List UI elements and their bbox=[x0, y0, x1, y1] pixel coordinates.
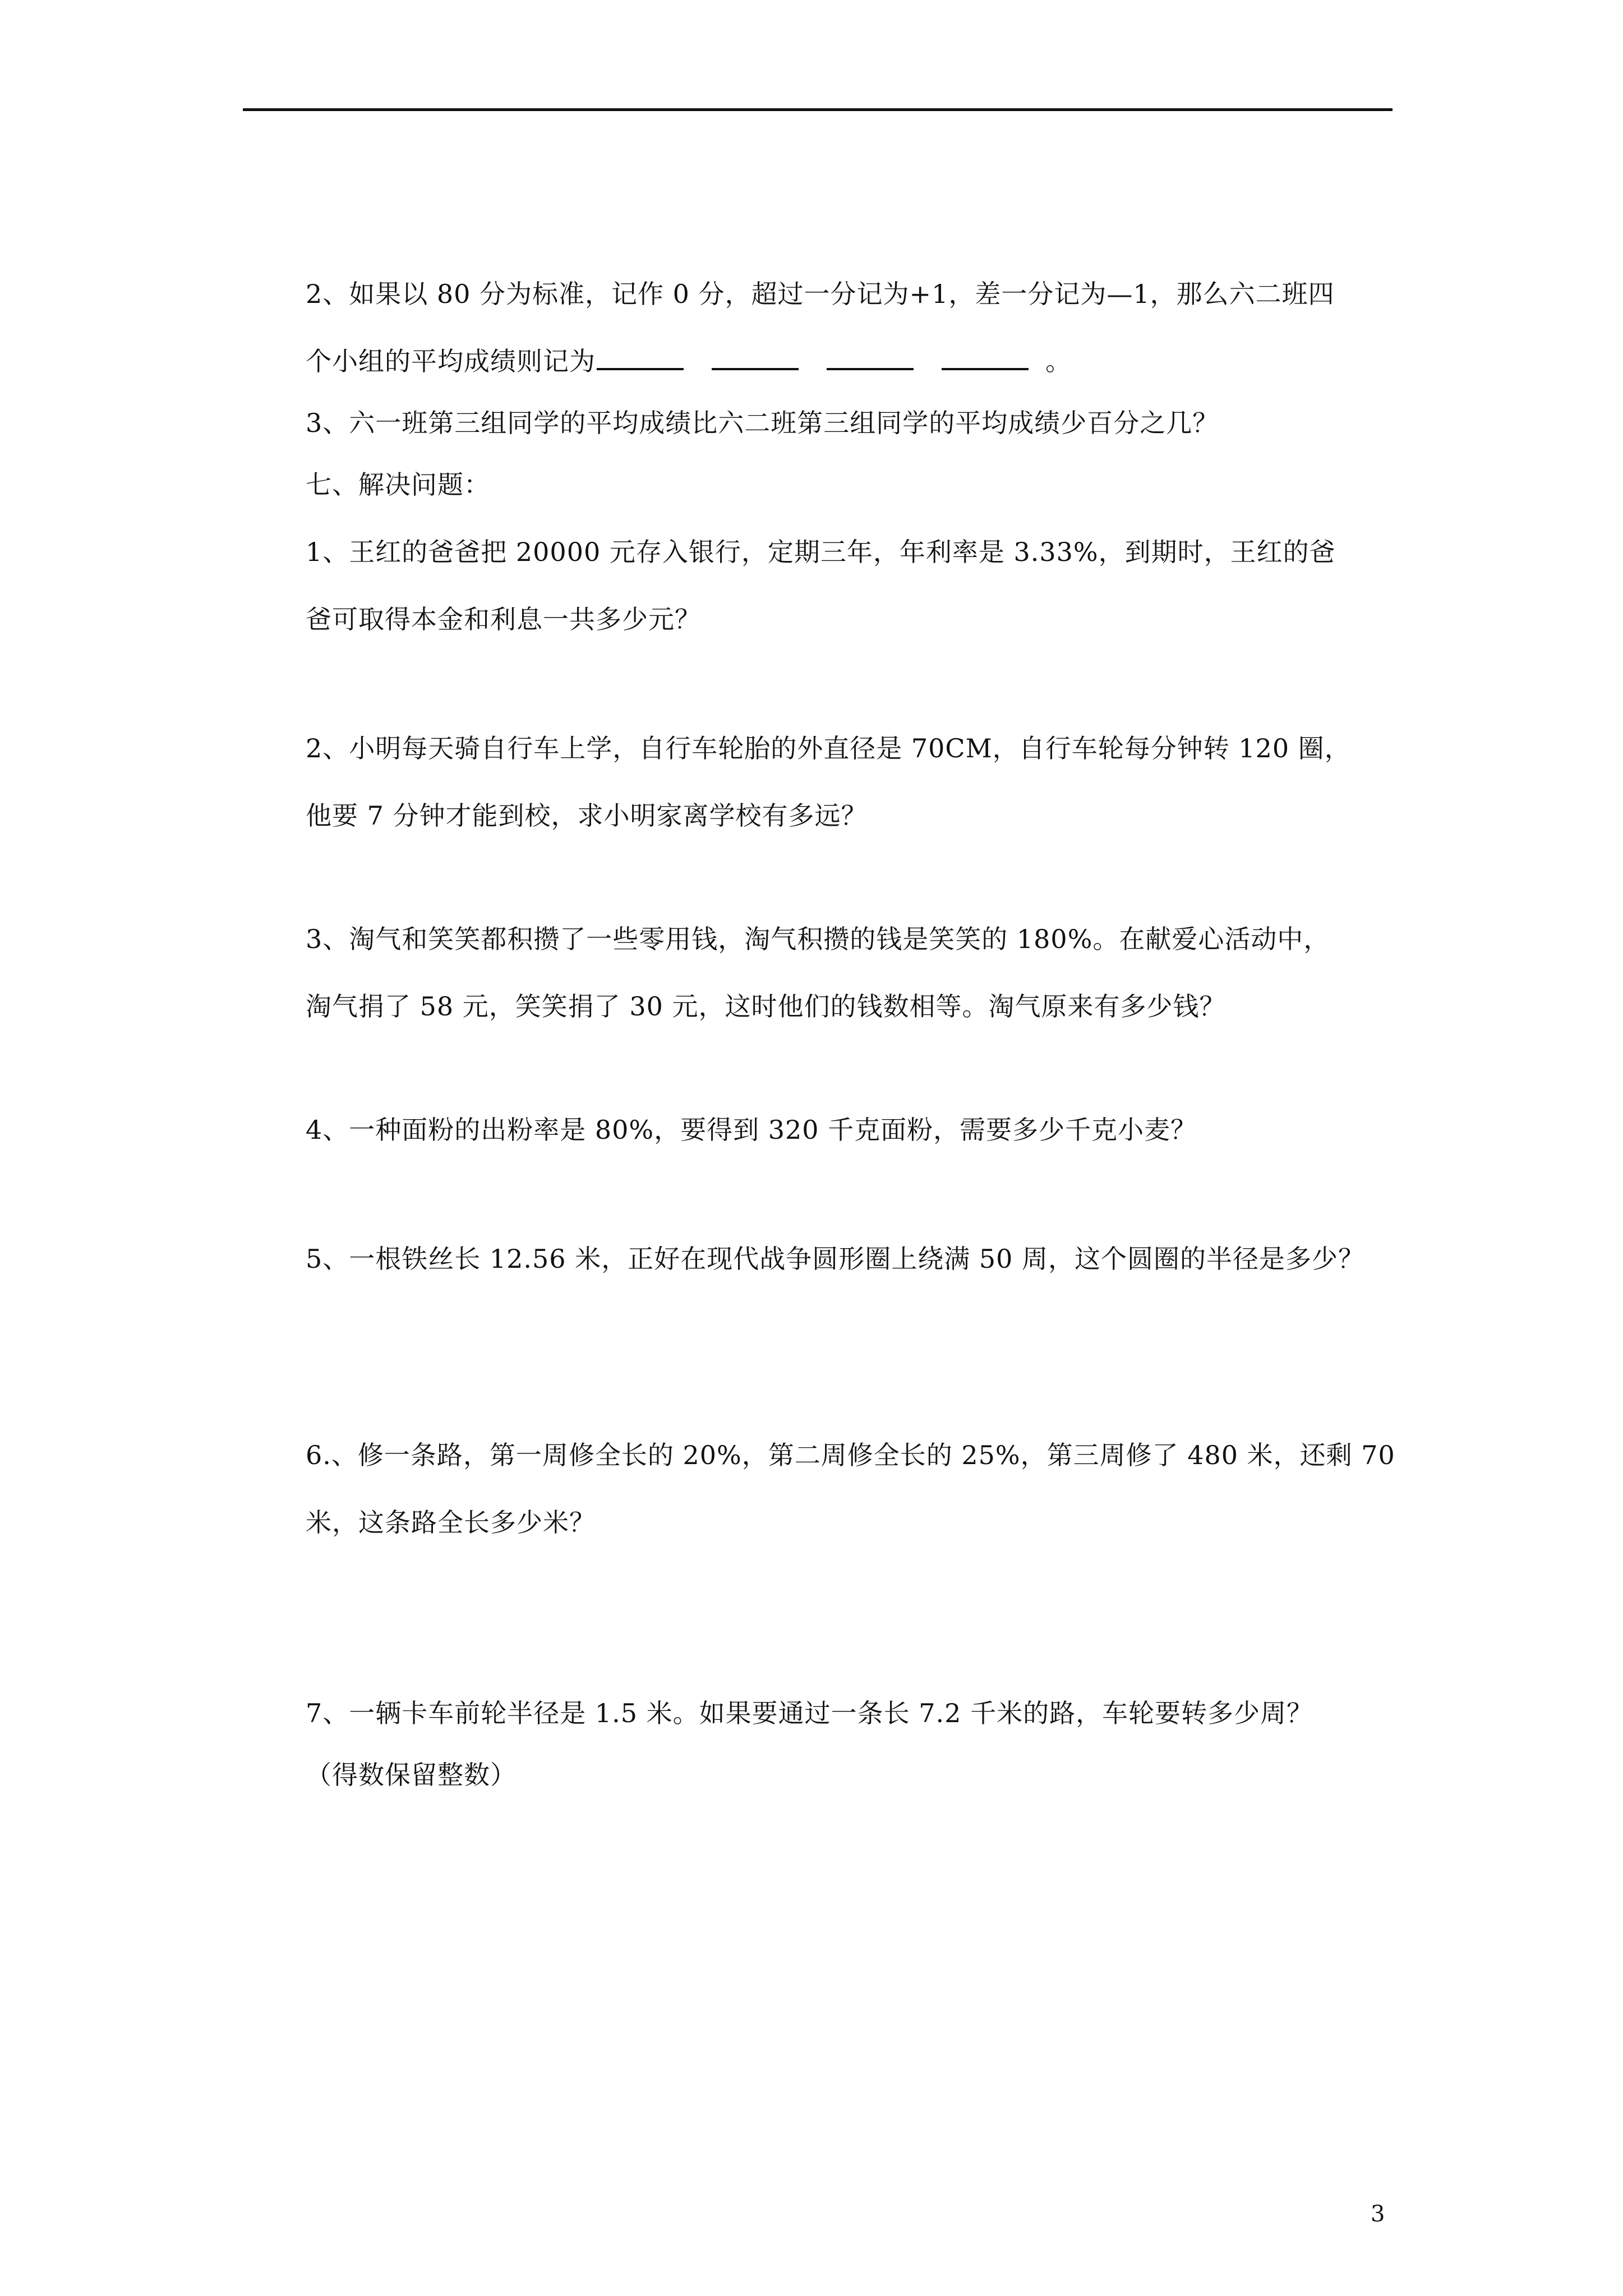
question-2-end: 。 bbox=[1045, 346, 1072, 376]
question-2-line-2 bbox=[306, 344, 1072, 378]
answer-blank-2[interactable] bbox=[712, 346, 799, 370]
question-3: 3、六一班第三组同学的平均成绩比六二班第三组同学的平均成绩少百分之几？ bbox=[306, 408, 1219, 438]
problem-3-line-2: 淘气捐了 58 元，笑笑捐了 30 元，这时他们的钱数相等。淘气原来有多少钱？ bbox=[306, 991, 1226, 1022]
section-7-heading: 七、解决问题： bbox=[306, 470, 490, 500]
problem-2-line-1: 2、小明每天骑自行车上学，自行车轮胎的外直径是 70CM，自行车轮每分钟转 120 圈， bbox=[306, 733, 1351, 763]
answer-blank-3[interactable] bbox=[827, 346, 914, 370]
header-rule bbox=[243, 108, 1393, 111]
problem-3-line-1: 3、淘气和笑笑都积攒了一些零用钱，淘气积攒的钱是笑笑的 180%。在献爱心活动中， bbox=[306, 924, 1330, 954]
page-number: 3 bbox=[1371, 2201, 1385, 2227]
problem-7-line-1: 7、一辆卡车前轮半径是 1.5 米。如果要通过一条长 7.2 千米的路，车轮要转多少周？ bbox=[306, 1698, 1313, 1728]
problem-6-line-1: 6.、修一条路，第一周修全长的 20%，第二周修全长的 25%，第三周修了 480 米，还剩 70 bbox=[306, 1440, 1395, 1470]
problem-6-line-2: 米，这条路全长多少米？ bbox=[306, 1507, 596, 1538]
problem-1-line-2: 爸可取得本金和利息一共多少元？ bbox=[306, 604, 701, 634]
problem-4: 4、一种面粉的出粉率是 80%，要得到 320 千克面粉，需要多少千克小麦？ bbox=[306, 1115, 1197, 1145]
problem-1-line-1: 1、王红的爸爸把 20000 元存入银行，定期三年，年利率是 3.33%，到期时，王红的爸 bbox=[306, 537, 1336, 567]
problem-7-line-2: （得数保留整数） bbox=[306, 1760, 517, 1790]
answer-blank-1[interactable] bbox=[597, 346, 684, 370]
question-2-line-1: 2、如果以 80 分为标准，记作 0 分，超过一分记为+1，差一分记为—1，那么六二班四 bbox=[306, 279, 1335, 309]
problem-2-line-2: 他要 7 分钟才能到校，求小明家离学校有多远？ bbox=[306, 800, 868, 831]
question-2-text: 个小组的平均成绩则记为 bbox=[306, 346, 596, 376]
problem-5: 5、一根铁丝长 12.56 米，正好在现代战争圆形圈上绕满 50 周，这个圆圈的半径是多少？ bbox=[306, 1244, 1364, 1274]
answer-blank-4[interactable] bbox=[942, 346, 1029, 370]
